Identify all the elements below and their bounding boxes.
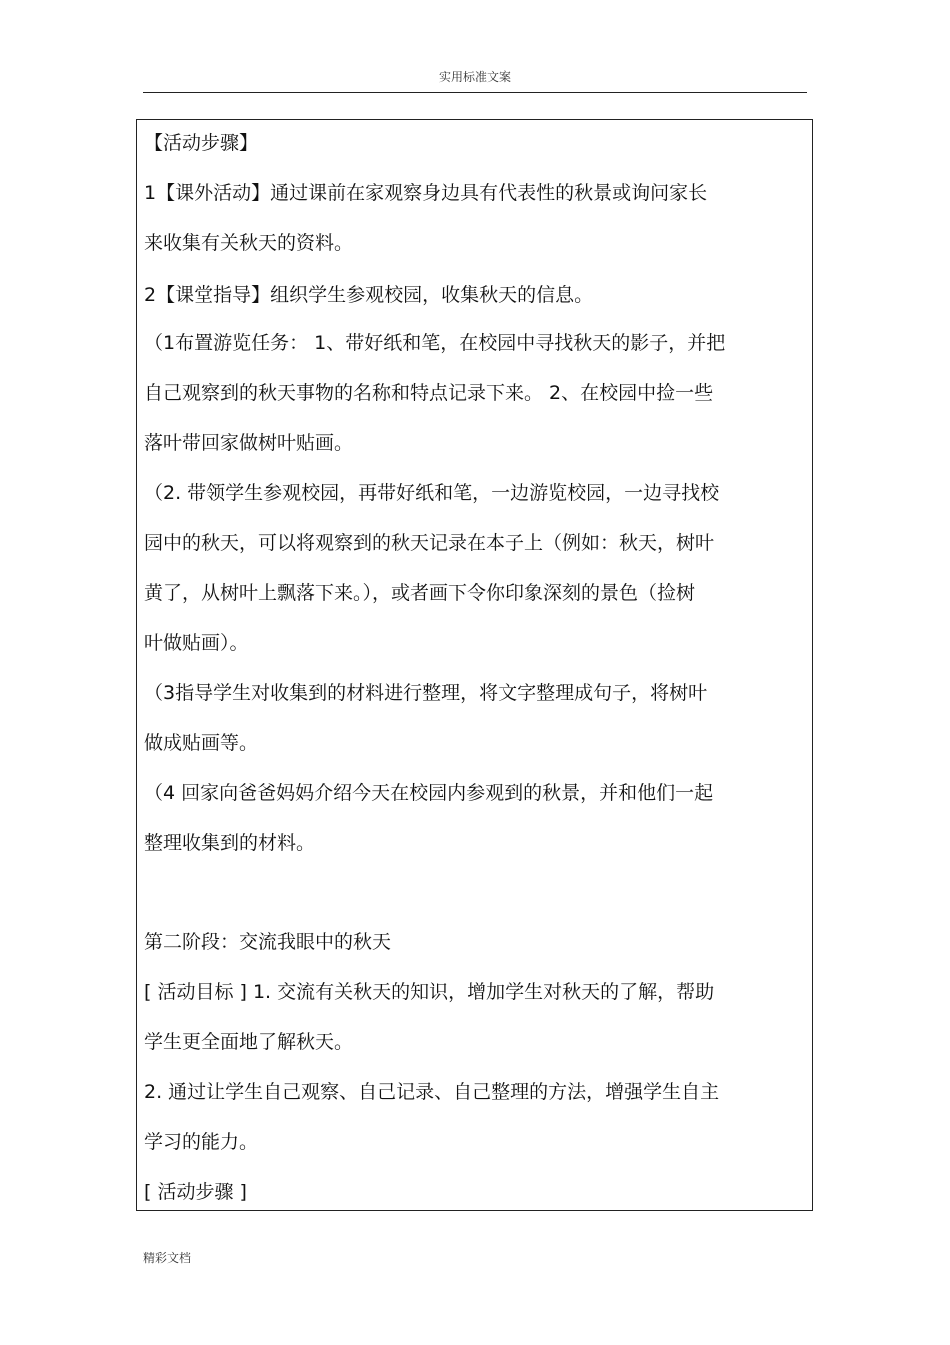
text-line: 自己观察到的秋天事物的名称和特点记录下来。 2、在校园中捡一些 (144, 382, 714, 404)
text-line: 2. 通过让学生自己观察、自己记录、自己整理的方法，增强学生自主 (144, 1081, 720, 1103)
text-line: （4 回家向爸爸妈妈介绍今天在校园内参观到的秋景，并和他们一起 (144, 782, 714, 804)
text-line: 黄了，从树叶上飘落下来。），或者画下令你印象深刻的景色（捡树 (144, 582, 696, 604)
section-heading: 第二阶段：交流我眼中的秋天 (144, 931, 392, 953)
text-line: 2【课堂指导】组织学生参观校园，收集秋天的信息。 (144, 284, 594, 306)
page-header: 实用标准文案 (438, 70, 511, 84)
text-line: （1布置游览任务： 1、带好纸和笔，在校园中寻找秋天的影子，并把 (144, 332, 726, 354)
text-line: 叶做贴画）。 (144, 632, 249, 654)
text-line: 落叶带回家做树叶贴画。 (144, 432, 354, 454)
text-line: （3指导学生对收集到的材料进行整理，将文字整理成句子，将树叶 (144, 682, 708, 704)
text-line: 学生更全面地了解秋天。 (144, 1031, 354, 1053)
text-line: （2. 带领学生参观校园，再带好纸和笔，一边游览校园，一边寻找校 (144, 482, 720, 504)
text-line: 园中的秋天，可以将观察到的秋天记录在本子上（例如：秋天，树叶 (144, 532, 715, 554)
text-line: [ 活动目标 ] 1. 交流有关秋天的知识，增加学生对秋天的了解，帮助 (144, 981, 715, 1003)
text-line: 1【课外活动】通过课前在家观察身边具有代表性的秋景或询问家长 (144, 182, 708, 204)
text-line: 学习的能力。 (144, 1131, 259, 1153)
text-line: 来收集有关秋天的资料。 (144, 232, 354, 254)
text-line: 做成贴画等。 (144, 732, 259, 754)
text-line: [ 活动步骤 ] (144, 1181, 247, 1203)
text-line: 【活动步骤】 (144, 132, 259, 154)
text-line: 整理收集到的材料。 (144, 832, 316, 854)
page-footer: 精彩文档 (143, 1251, 192, 1265)
header-divider (143, 92, 807, 93)
